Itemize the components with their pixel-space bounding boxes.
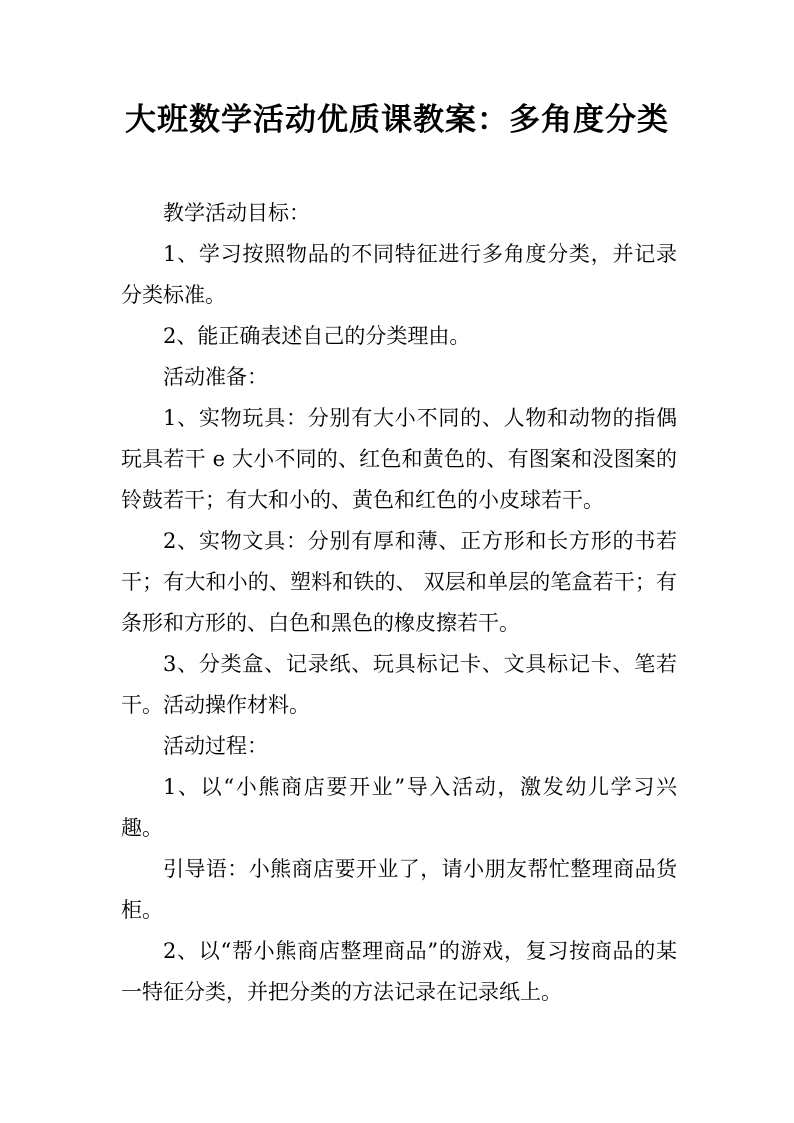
paragraph-preparation-1: 1、实物玩具：分别有大小不同的、人物和动物的指偶玩具若干 e 大小不同的、红色和黄色的、有图案和没图案的铃鼓若干；有大和小的、黄色和红色的小皮球若干。	[121, 406, 677, 512]
paragraph-preparation-2: 2、实物文具：分别有厚和薄、正方形和长方形的书若干；有大和小的、塑料和铁的、 双层和单层的笔盒若干；有条形和方形的、白色和黑色的橡皮擦若干。	[121, 529, 677, 635]
document-title: 大班数学活动优质课教案：多角度分类	[125, 102, 669, 138]
paragraph-objective-1: 1、学习按照物品的不同特征进行多角度分类，并记录分类标准。	[121, 242, 677, 307]
paragraph-guide-phrase: 引导语：小熊商店要开业了，请小朋友帮忙整理商品货柜。	[121, 857, 677, 922]
section-heading-objectives: 教学活动目标：	[163, 201, 310, 225]
section-heading-preparation: 活动准备：	[163, 365, 268, 389]
section-heading-process: 活动过程：	[163, 734, 268, 758]
paragraph-process-2: 2、以“帮小熊商店整理商品”的游戏，复习按商品的某一特征分类，并把分类的方法记录在记录纸上。	[121, 939, 677, 1004]
paragraph-objective-2: 2、能正确表述自己的分类理由。	[163, 324, 471, 348]
paragraph-process-1: 1、以“小熊商店要开业”导入活动，激发幼儿学习兴趣。	[121, 775, 677, 840]
paragraph-preparation-3: 3、分类盒、记录纸、玩具标记卡、文具标记卡、笔若干。活动操作材料。	[121, 652, 677, 717]
document-body	[121, 193, 677, 1013]
